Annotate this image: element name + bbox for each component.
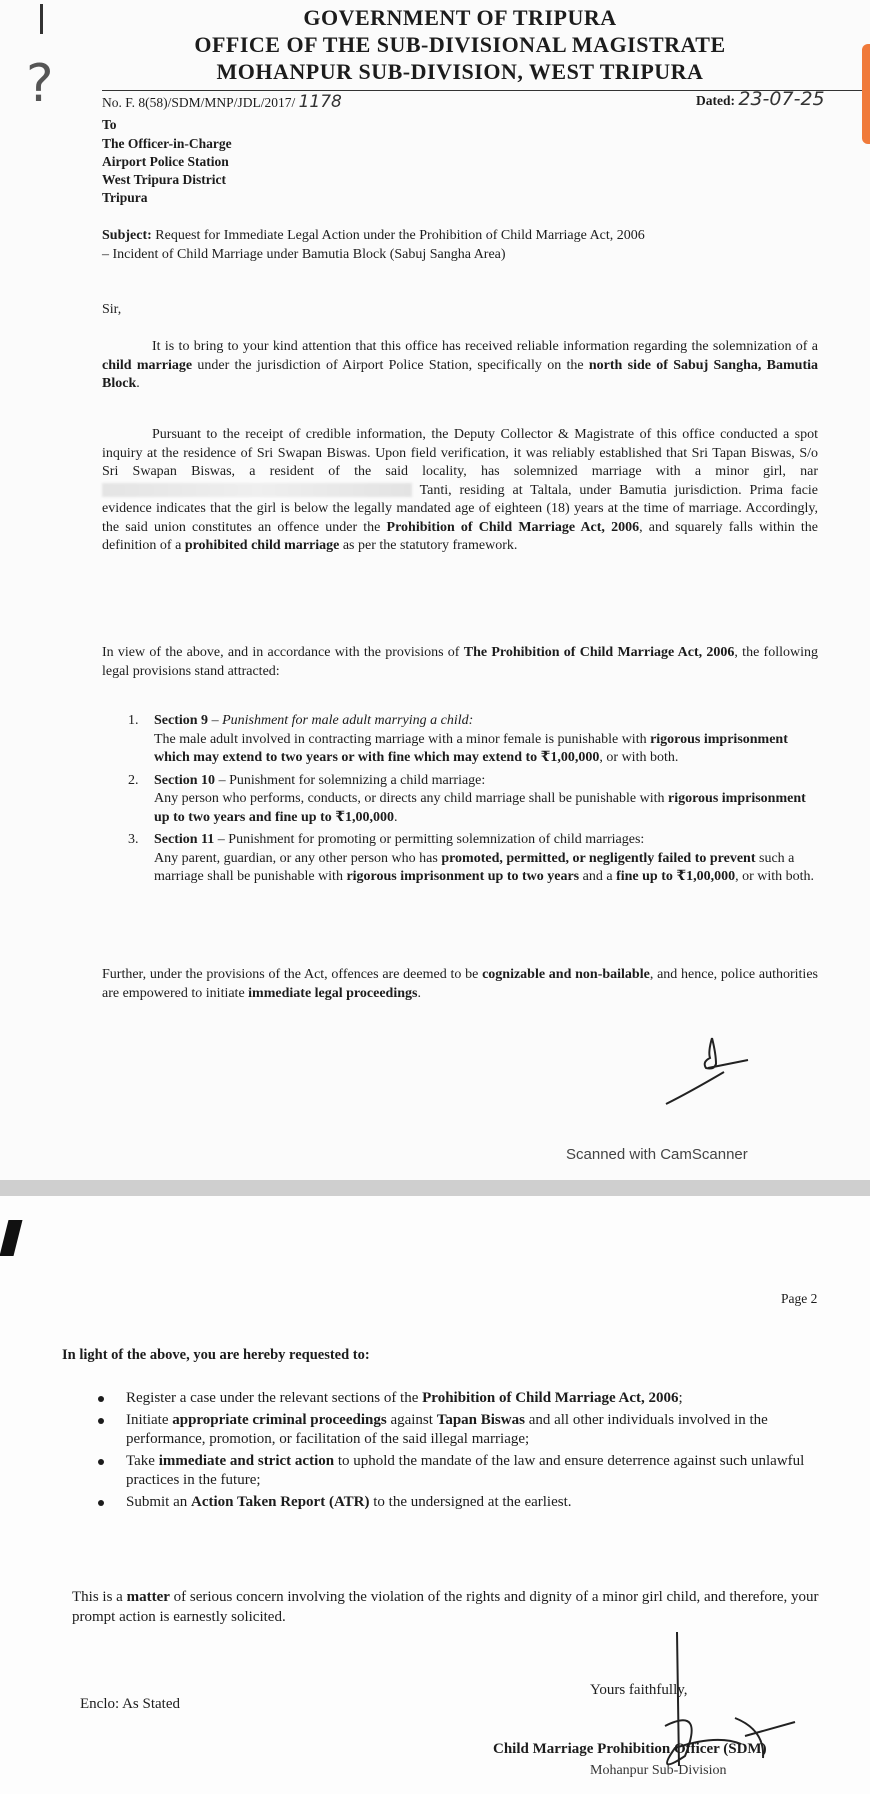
request-intro: In light of the above, you are hereby requested to: bbox=[62, 1347, 370, 1363]
scan-mark bbox=[40, 4, 43, 34]
paragraph-3 bbox=[102, 644, 818, 681]
subject-text: Request for Immediate Legal Action under the Prohibition of Child Marriage Act, 2006 bbox=[155, 228, 645, 243]
section-text: , or with both. bbox=[599, 750, 679, 765]
para3-bold: The Prohibition of Child Marriage Act, 2006 bbox=[463, 645, 735, 660]
section-list bbox=[128, 712, 818, 887]
closing-paragraph bbox=[72, 1587, 862, 1627]
redacted-name bbox=[102, 483, 412, 497]
enclosure: Enclo: As Stated bbox=[80, 1696, 180, 1712]
para4-bold: immediate legal proceedings bbox=[248, 985, 418, 1001]
request-text: to the undersigned at the earliest. bbox=[369, 1494, 572, 1510]
para1-bold: child marriage bbox=[102, 357, 193, 373]
section-bold: promoted, permitted, or negligently failed to prevent bbox=[441, 850, 756, 866]
section-text: such a marriage shall be punishable with bbox=[154, 850, 795, 884]
yours-faithfully: Yours faithfully, bbox=[590, 1682, 688, 1698]
closing-text: This is a bbox=[72, 1589, 127, 1605]
request-text: Register a case under the relevant sections of the bbox=[126, 1390, 423, 1406]
scan-mark bbox=[0, 1220, 22, 1256]
section-number: 1. bbox=[128, 713, 139, 728]
section-bold: fine up to ₹1,00,000 bbox=[616, 869, 736, 884]
para1-bold: north side of Sabuj Sangha, Bamutia Block bbox=[102, 357, 818, 391]
request-item bbox=[126, 1452, 848, 1490]
request-text: Submit an bbox=[126, 1494, 192, 1510]
para4-bold: cognizable and non-bailable bbox=[482, 967, 650, 982]
addressee bbox=[102, 135, 232, 207]
dated bbox=[696, 90, 825, 110]
request-item bbox=[126, 1493, 848, 1512]
para4-text: , and hence, police authorities are empowered to initiate bbox=[102, 967, 818, 1001]
to-label: To bbox=[102, 117, 117, 132]
paragraph-4 bbox=[102, 966, 818, 1003]
section-text: The male adult involved in contracting marriage with a minor female is punishable with bbox=[154, 731, 651, 747]
section-text: , or with both. bbox=[735, 869, 815, 884]
scanner-edge-tab bbox=[862, 44, 870, 144]
section-item bbox=[128, 772, 818, 828]
ref-number-hand: 1178 bbox=[298, 92, 342, 112]
bullet-icon bbox=[98, 1500, 104, 1506]
section-bold: rigorous imprisonment up to two years and fine up to ₹1,00,000 bbox=[154, 791, 806, 825]
header-line-3: MOHANPUR SUB-DIVISION, WEST TRIPURA bbox=[216, 59, 704, 84]
request-text: to uphold the mandate of the law and ensure deterrence against such unlawful practices in the future; bbox=[126, 1453, 805, 1488]
section-item bbox=[128, 712, 818, 768]
section-text: Any person who performs, conducts, or directs any child marriage shall be punishable with bbox=[154, 791, 668, 806]
bullet-icon bbox=[98, 1418, 104, 1424]
para2-bold: Prohibition of Child Marriage Act, 2006 bbox=[386, 519, 640, 535]
section-text: and a bbox=[579, 869, 617, 884]
para2-text: Tanti, residing at Taltala, under Bamutia jurisdiction. Prima facie evidence indicates that the girl is below the legally mandated age of eighteen (18) years at the time of marriage. Accordingly, the said union constitutes an offence under the bbox=[102, 482, 819, 535]
header-line-1: GOVERNMENT OF TRIPURA bbox=[303, 5, 617, 30]
request-bold: Action Taken Report (ATR) bbox=[191, 1494, 370, 1510]
signatory-office: Mohanpur Sub-Division bbox=[590, 1763, 727, 1778]
para2-text: Pursuant to the receipt of credible information, the Deputy Collector & Magistrate of this office conducted a spot inquiry at the residence of Sri Swapan Biswas. Upon field verification, it was reliably established that Sri Tapan Biswas, S/o Sri Swapan Biswas, a resident of the said locality, has solemnized marriage with a minor girl, nar bbox=[102, 427, 818, 479]
addressee-line: Airport Police Station bbox=[102, 154, 229, 169]
section-title: Section 9 bbox=[154, 713, 209, 728]
signatory-designation: Child Marriage Prohibition Officer (SDM) bbox=[493, 1741, 767, 1757]
addressee-line: The Officer-in-Charge bbox=[102, 136, 232, 151]
para3-text: In view of the above, and in accordance with the provisions of bbox=[102, 645, 464, 660]
section-text: . bbox=[393, 809, 398, 825]
request-text: Take bbox=[126, 1453, 159, 1469]
para2-text: as per the statutory framework. bbox=[339, 538, 518, 553]
request-item bbox=[126, 1411, 848, 1449]
para1-text: It is to bring to your kind attention that this office has received reliable information regarding the solemnization of a bbox=[152, 339, 818, 354]
paragraph-2 bbox=[102, 426, 818, 556]
dated-label: Dated: bbox=[696, 93, 735, 108]
bullet-icon bbox=[98, 1459, 104, 1465]
section-heading: – Punishment for promoting or permitting solemnization of child marriages: bbox=[214, 832, 645, 847]
section-title: Section 11 bbox=[154, 832, 215, 847]
page-number: Page 2 bbox=[781, 1291, 818, 1306]
subject bbox=[102, 227, 822, 264]
request-bold: immediate and strict action bbox=[158, 1453, 335, 1469]
para2-bold: prohibited child marriage bbox=[184, 538, 340, 553]
request-bold: Tapan Biswas bbox=[436, 1412, 525, 1428]
question-mark-icon: ? bbox=[26, 54, 54, 114]
section-bold: rigorous imprisonment which may extend to two years or with fine which may extend to ₹1,00,000 bbox=[154, 731, 788, 765]
ref-number-text: No. F. 8(58)/SDM/MNP/JDL/2017/ bbox=[102, 95, 296, 110]
request-text: ; bbox=[678, 1390, 683, 1406]
paragraph-1 bbox=[102, 338, 818, 394]
request-text: against bbox=[386, 1412, 437, 1428]
subject-label: Subject: bbox=[102, 228, 152, 243]
section-heading: – Punishment for male adult marrying a child: bbox=[208, 713, 474, 728]
page-separator bbox=[0, 1180, 870, 1196]
header-line-2: OFFICE OF THE SUB-DIVISIONAL MAGISTRATE bbox=[194, 32, 726, 57]
camscanner-watermark: Scanned with CamScanner bbox=[566, 1146, 748, 1163]
signature-graphic bbox=[650, 1030, 770, 1110]
dated-hand: 23-07-25 bbox=[738, 88, 825, 110]
closing-text: of serious concern involving the violation of the rights and dignity of a minor girl child, and therefore, your prompt action is earnestly solicited. bbox=[72, 1589, 819, 1625]
section-title: Section 10 bbox=[154, 772, 216, 788]
bullet-icon bbox=[98, 1396, 104, 1402]
request-item bbox=[126, 1389, 848, 1408]
section-text: Any parent, guardian, or any other person who has bbox=[154, 850, 442, 866]
subject-line-2: – Incident of Child Marriage under Bamutia Block (Sabuj Sangha Area) bbox=[102, 246, 506, 262]
closing-bold: matter bbox=[126, 1589, 170, 1605]
para4-text: . bbox=[417, 985, 421, 1001]
salutation: Sir, bbox=[102, 302, 122, 317]
section-bold: rigorous imprisonment up to two years bbox=[346, 869, 580, 884]
request-bold: appropriate criminal proceedings bbox=[172, 1412, 387, 1428]
para2-text: , and squarely falls within the definition of a bbox=[102, 519, 818, 553]
request-list bbox=[126, 1389, 848, 1515]
request-text: Initiate bbox=[126, 1412, 173, 1428]
section-number: 2. bbox=[128, 772, 139, 788]
letter-page-2 bbox=[0, 1196, 870, 1794]
para1-text: under the jurisdiction of Airport Police Station, specifically on the bbox=[192, 357, 589, 373]
request-bold: Prohibition of Child Marriage Act, 2006 bbox=[422, 1390, 679, 1406]
para1-text: . bbox=[136, 376, 140, 391]
para3-text: , the following legal provisions stand attracted: bbox=[102, 645, 818, 679]
addressee-line: Tripura bbox=[102, 190, 148, 205]
ref-number bbox=[102, 93, 342, 112]
request-text: and all other individuals involved in the performance, promotion, or facilitation of the said illegal marriage; bbox=[126, 1412, 768, 1447]
section-heading: – Punishment for solemnizing a child marriage: bbox=[215, 772, 486, 788]
addressee-line: West Tripura District bbox=[102, 172, 226, 187]
section-item bbox=[128, 831, 818, 887]
para4-text: Further, under the provisions of the Act, offences are deemed to be bbox=[102, 967, 483, 982]
section-number: 3. bbox=[128, 832, 139, 847]
